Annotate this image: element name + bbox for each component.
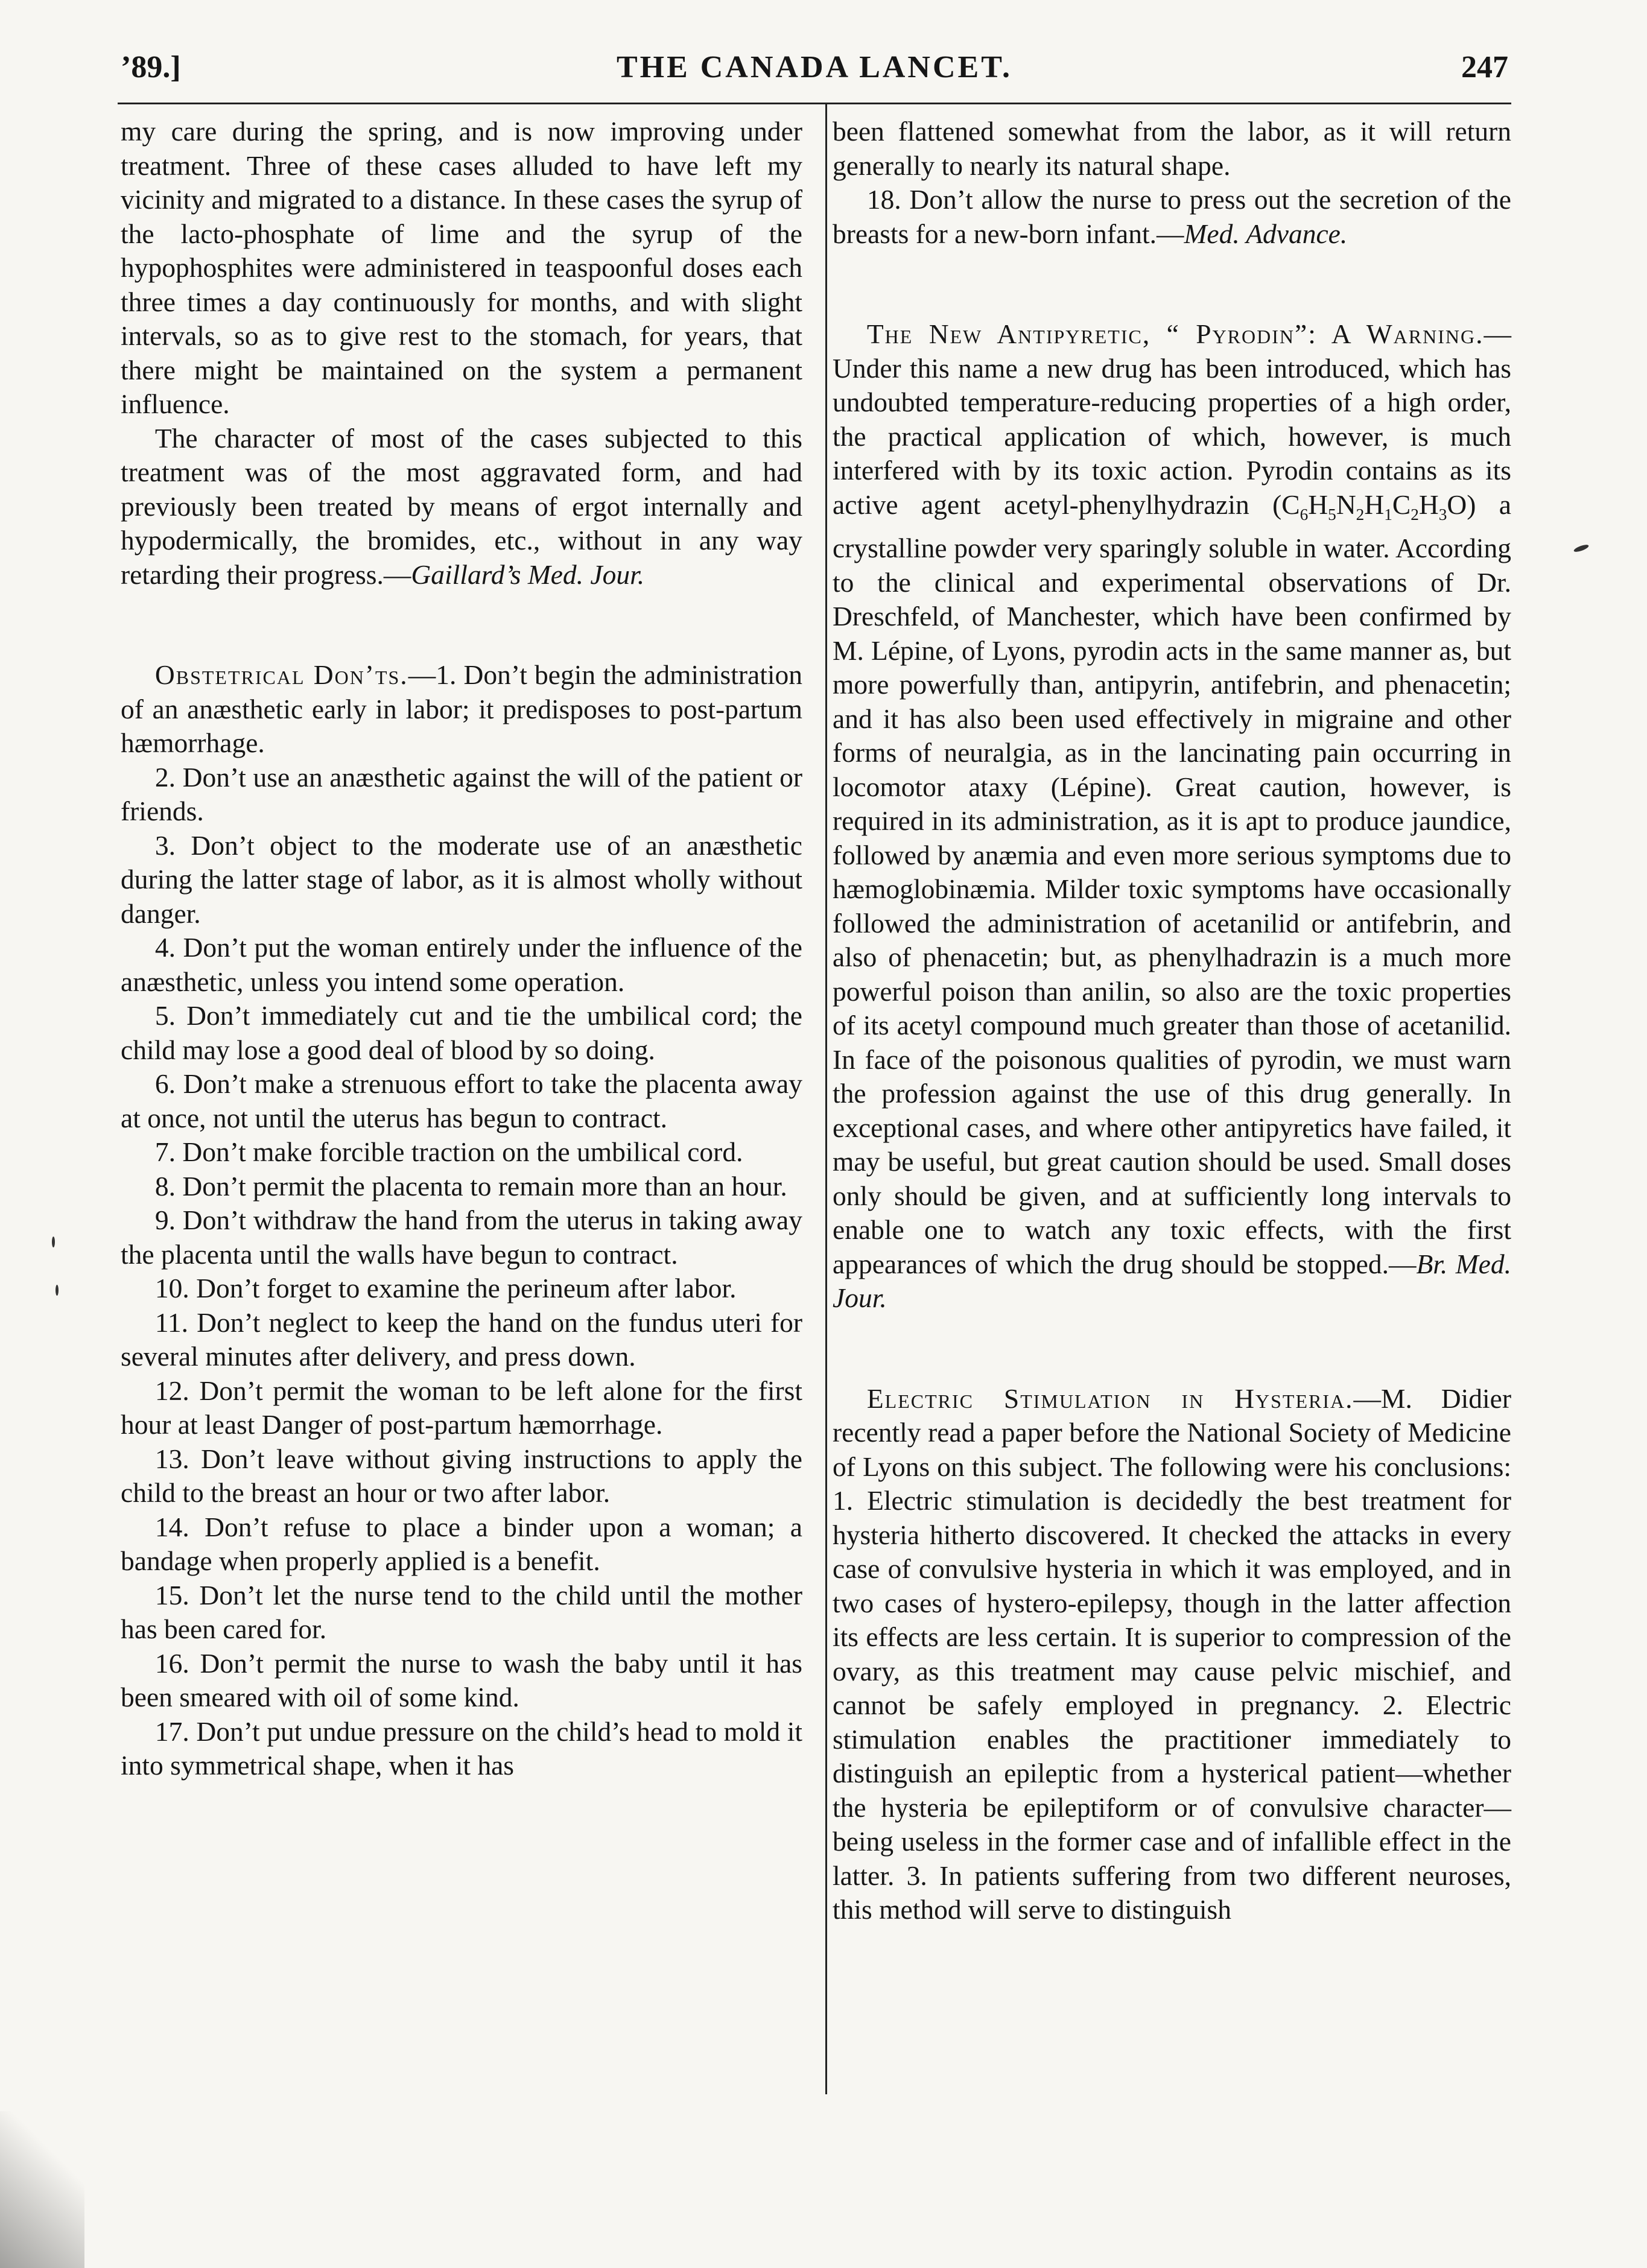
list-item: 17. Don’t put undue pressure on the child’s head to mold it into symmetrical shape, when it has xyxy=(121,1715,802,1781)
list-item: 12. Don’t permit the woman to be left alone for the first hour at least Danger of post-partum hæmorrhage. xyxy=(121,1375,802,1440)
scan-edge-shadow xyxy=(0,2111,84,2268)
formula-element: H xyxy=(1364,489,1385,520)
formula-subscript: 5 xyxy=(1328,505,1336,524)
formula-element: H xyxy=(1308,489,1328,520)
list-item: 5. Don’t immediately cut and tie the umbilical cord; the child may lose a good deal of blood by so doing. xyxy=(121,1000,802,1065)
scan-mark xyxy=(52,1237,55,1247)
formula-element: H xyxy=(1418,489,1439,520)
chemical-formula xyxy=(1300,489,1447,524)
formula-subscript: 3 xyxy=(1438,505,1447,524)
source-citation: Med. Advance. xyxy=(1184,218,1348,249)
column-divider xyxy=(825,104,827,2094)
electric-article xyxy=(833,1382,1511,1927)
list-item-text: 18. Don’t allow the nurse to press out the secretion of the breasts for a new-born infant.— xyxy=(833,184,1511,249)
formula-subscript: 1 xyxy=(1384,505,1392,524)
left-column xyxy=(121,115,802,1783)
source-citation: Gaillard’s Med. Jour. xyxy=(411,559,645,590)
pyrodin-article xyxy=(833,317,1511,1316)
page-number: 247 xyxy=(1461,50,1508,84)
section-heading: Obstetrical Don’ts. xyxy=(154,659,408,690)
journal-title: THE CANADA LANCET. xyxy=(616,50,1013,84)
list-item: 15. Don’t let the nurse tend to the child until the mother has been cared for. xyxy=(121,1579,802,1644)
list-item: 4. Don’t put the woman entirely under the influence of the anæsthetic, unless you intend some operation. xyxy=(121,932,802,997)
paragraph xyxy=(121,422,802,592)
formula-subscript: 6 xyxy=(1300,505,1309,524)
list-item: 16. Don’t permit the nurse to wash the baby until it has been smeared with oil of some kind. xyxy=(121,1647,802,1712)
formula-element: C xyxy=(1392,489,1411,520)
list-item: 9. Don’t withdraw the hand from the uterus in taking away the placenta until the walls have begun to contract. xyxy=(121,1205,802,1270)
section-gap xyxy=(833,1316,1511,1382)
article-text: O) a crystalline powder very sparingly soluble in water. According to the clinical and experimental observations of Dr. Dreschfeld, of Manchester, which have been confirmed by M. Lépine, of Lyons, pyrodin acts in the same manner as, but more powerfully than, antipyrin, antifebrin, and phenacetin; and it has also been used effectively in migraine and other forms of neuralgia, as in the lancinating pain occurring in locomotor ataxy (Lépine). Great caution, however, is required in its administration, as it is apt to produce jaundice, followed by anæmia and even more serious symptoms due to hæmoglobinæmia. Milder toxic symptoms have occasionally followed the administration of acetanilid or antifebrin, and also of phenacetin; but, as phenylhadrazin is a much more powerful poison than anilin, so also are the toxic properties of its acetyl compound much greater than those of acetanilid. In face of the poisonous qualities of pyrodin, we must warn the profession against the use of this drug generally. In exceptional cases, and where other antipyretics have failed, it may be useful, but great caution should be used. Small doses only should be given, and at sufficiently long intervals to enable one to watch any toxic effects, with the first appearances of which the drug should be stopped.— xyxy=(833,489,1511,1279)
list-item: 8. Don’t permit the placenta to remain more than an hour. xyxy=(154,1170,787,1202)
section-gap xyxy=(833,251,1511,317)
list-item: 11. Don’t neglect to keep the hand on the fundus uteri for several minutes after delivery, and press down. xyxy=(121,1307,802,1372)
list-item: 3. Don’t object to the moderate use of an anæsthetic during the latter stage of labor, as it is almost wholly without danger. xyxy=(121,829,802,929)
list-item: 10. Don’t forget to examine the perineum after labor. xyxy=(154,1273,737,1303)
running-header xyxy=(121,49,1508,104)
list-item: 6. Don’t make a strenuous effort to take the placenta away at once, not until the uterus has begun to contract. xyxy=(121,1068,802,1133)
list-item: 13. Don’t leave without giving instructions to apply the child to the breast an hour or two after labor. xyxy=(121,1443,802,1508)
list-item: 7. Don’t make forcible traction on the umbilical cord. xyxy=(154,1136,743,1167)
formula-subscript: 2 xyxy=(1356,505,1365,524)
list-item: 14. Don’t refuse to place a binder upon a woman; a bandage when properly applied is a benefit. xyxy=(121,1511,802,1576)
list-item xyxy=(833,183,1511,251)
header-year: ’89.] xyxy=(121,50,181,84)
article-text: —M. Didier recently read a paper before the National Society of Medicine of Lyons on this subject. The following were his conclusions: 1. Electric stimulation is decidedly the best treatment for hysteria hitherto discovered. It checked the attacks in every case of convulsive hysteria in which it was employed, and in two cases of hystero-epilepsy, though in the latter affection its effects are less certain. It is superior to compression of the ovary, as this treatment may cause pelvic mischief, and cannot be safely employed in pregnancy. 2. Electric stimulation enables the practitioner immediately to distinguish an epileptic from a hysterical patient—whether the hysteria be epileptiform or of convulsive character—being useless in the former case and of infallible effect in the latter. 3. In patients suffering from two different neuroses, this method will serve to distinguish xyxy=(833,1383,1511,1925)
continued-paragraph: my care during the spring, and is now improving under treatment. Three of these cases alluded to have left my vicinity and migrated to a distance. In these cases the syrup of the lacto-phosphate of lime and the syrup of the hypophosphites were administered in teaspoonful doses each three times a day continuously for months, and with slight intervals, so as to give rest to the stomach, for years, that there might be maintained on the system a permanent influence. xyxy=(121,116,802,419)
obstetrical-donts-intro xyxy=(121,658,802,761)
right-column xyxy=(833,115,1511,1927)
section-gap xyxy=(121,592,802,658)
section-heading: The New Antipyretic, “ Pyrodin”: A Warning. xyxy=(866,318,1484,349)
continued-paragraph: been flattened somewhat from the labor, as it will return generally to nearly its natural shape. xyxy=(833,116,1511,181)
formula-subscript: 2 xyxy=(1411,505,1419,524)
article-text: —Under this name a new drug has been introduced, which has undoubted temperature-reducing properties of a high order, the practical application of which, however, is much interfered with by its toxic action. Pyrodin contains as its active agent acetyl-phenylhydrazin (C xyxy=(833,318,1511,520)
list-item: 2. Don’t use an anæsthetic against the will of the patient or friends. xyxy=(121,761,802,826)
source-citation: Br. Med. Jour. xyxy=(833,1248,1511,1314)
scan-mark xyxy=(1573,543,1589,553)
header-rule xyxy=(118,103,1511,104)
scan-mark xyxy=(56,1285,59,1296)
formula-element: N xyxy=(1336,489,1356,520)
section-heading: Electric Stimulation in Hysteria. xyxy=(866,1383,1354,1414)
paragraph-text: The character of most of the cases subjected to this treatment was of the most aggravated form, and had previously been treated by means of ergot internally and hypodermically, the bromides, etc., without in any way retarding their progress.— xyxy=(121,422,802,590)
list-item: —1. Don’t begin the administration of an anæsthetic early in labor; it predisposes to post-partum hæmorrhage. xyxy=(121,659,802,758)
